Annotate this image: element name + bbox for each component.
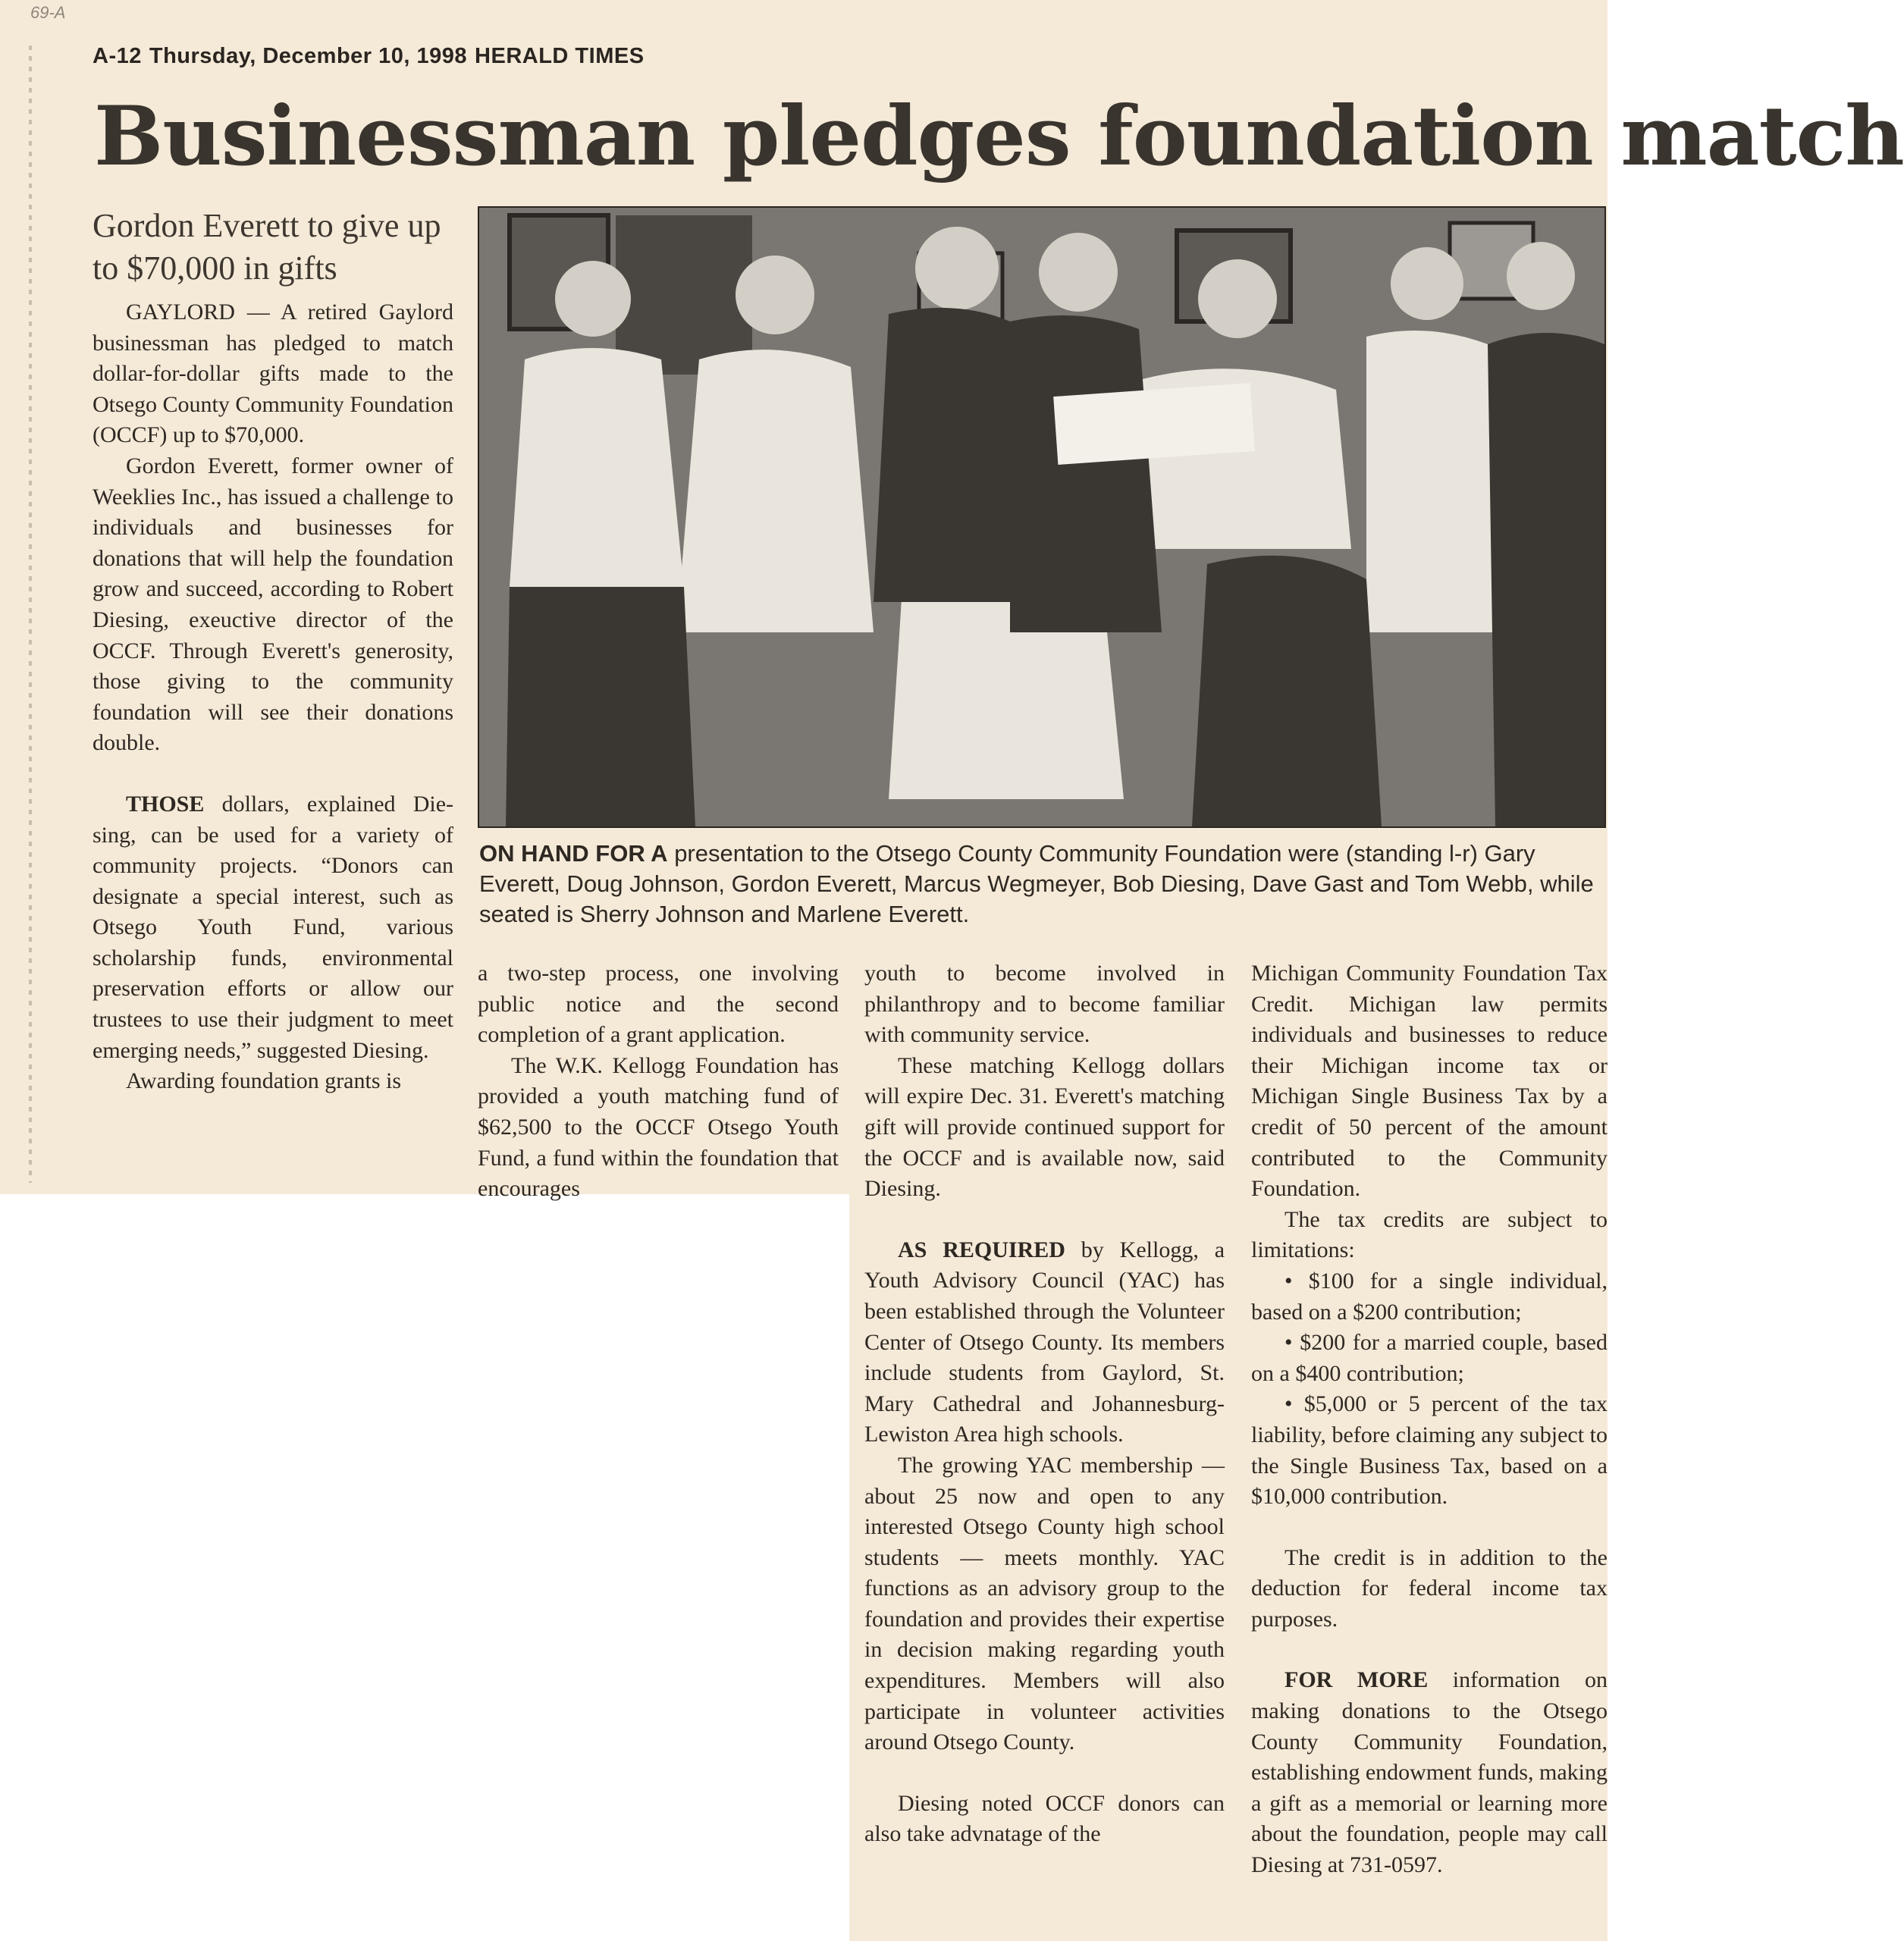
paragraph: AS REQUIRED by Kellogg, a Youth Advisory Council (YAC) has been established through the Volunteer Center of Otsego County. Its members include students from Gaylord, St. Mary Cathedral and Johannesburg-Lewiston Area high schools. [864, 1237, 1225, 1447]
torn-edge [29, 45, 32, 1183]
page-folio [93, 44, 652, 69]
paragraph: THOSE dollars, explained Die-sing, can be used for a variety of community projects. “Donors can designate a special interest, such as Otsego Youth Fund, various scholarship funds, environmental preservation efforts or allow our trustees to use their judgment to meet emerging needs,” suggested Diesing. [93, 791, 453, 1063]
paragraph: a two-step process, one involving public notice and the second completion of a grant application. [478, 961, 839, 1048]
paragraph: The growing YAC membership — about 25 now and open to any interested Otsego County high school students — meets monthly. YAC functions as an advisory group to the foundation and provides their expertise in decision making regarding youth expenditures. Members will also participate in volunteer activities around Otsego County. [864, 1452, 1225, 1755]
paragraph-lead: AS REQUIRED [898, 1237, 1065, 1262]
caption-lead: ON HAND FOR A [479, 840, 668, 867]
issue-date: Thursday, December 10, 1998 [149, 44, 468, 68]
margin-note: 69-A [30, 3, 66, 22]
article-column-2 [478, 958, 839, 1205]
paragraph: Gordon Everett, former owner of Weeklies Inc., has issued a challenge to individuals and businesses for donations that will help the foundation grow and succeed, according to Robert Diesing, exeuctive director of the OCCF. Through Everett's generosity, those giving to the community foundation will see their donations double. [93, 453, 453, 756]
paragraph: The tax credits are subject to limitations: [1251, 1206, 1608, 1263]
subheadline: Gordon Everett to give up to $70,000 in gifts [93, 207, 441, 287]
photo-illustration [479, 208, 1604, 826]
paragraph: Diesing noted OCCF donors can also take advnatage of the [864, 1790, 1225, 1847]
page-number: A-12 [93, 44, 142, 68]
bullet-item: • $100 for a single individual, based on a $200 contribution; [1251, 1268, 1608, 1325]
paragraph: The W.K. Kellogg Foundation has provided a youth matching fund of $62,500 to the OCCF Otsego Youth Fund, a fund within the foundation that encourages [478, 1052, 839, 1202]
paragraph-lead: FOR MORE [1284, 1667, 1429, 1693]
photo-caption [479, 839, 1609, 930]
headline: Businessman pledges foundation match [94, 89, 1904, 184]
paragraph: FOR MORE information on making donations to the Otsego County Community Foundation, establishing endowment funds, making a gift as a memorial or learning more about the foundation, people may call Diesing at 731-0597. [1251, 1667, 1608, 1878]
paragraph: These matching Kellogg dollars will expire Dec. 31. Everett's matching gift will provide continued support for the OCCF and is available now, said Diesing. [864, 1052, 1225, 1202]
article-column-1 [93, 297, 453, 1097]
paragraph: Awarding foundation grants is [126, 1068, 402, 1094]
article-column-3 [864, 958, 1225, 1850]
bullet-item: • $200 for a married couple, based on a $400 contribution; [1251, 1330, 1608, 1386]
paragraph-lead: THOSE [126, 791, 205, 817]
paragraph: The credit is in addition to the deduction for federal income tax purposes. [1251, 1544, 1608, 1632]
bullet-item: • $5,000 or 5 percent of the tax liability, before claiming any subject to the Single Business Tax, based on a $10,000 contribution. [1251, 1391, 1608, 1510]
caption-text: presentation to the Otsego County Community Foundation were (standing l-r) Gary Everett, Doug Johnson, Gordon Everett, Marcus Wegmeyer, Bob Diesing, Dave Gast and Tom Webb, while seated is Sherry Johnson and Marlene Everett. [479, 840, 1594, 927]
group-photo [478, 206, 1606, 828]
paragraph: GAYLORD — A retired Gaylord businessman has pledged to match dollar-for-dollar gifts made to the Otsego County Community Foundation (OCCF) up to $70,000. [93, 299, 453, 448]
newspaper-name: HERALD TIMES [475, 44, 645, 68]
paragraph: Michigan Community Foundation Tax Credit. Michigan law permits individuals and businesses to reduce their Michigan income tax or Michigan Single Business Tax by a credit of 50 percent of the amount contributed to the Community Foundation. [1251, 961, 1608, 1202]
article-column-4 [1251, 958, 1608, 1881]
paragraph: youth to become involved in philanthropy and to become familiar with community service. [864, 961, 1225, 1048]
